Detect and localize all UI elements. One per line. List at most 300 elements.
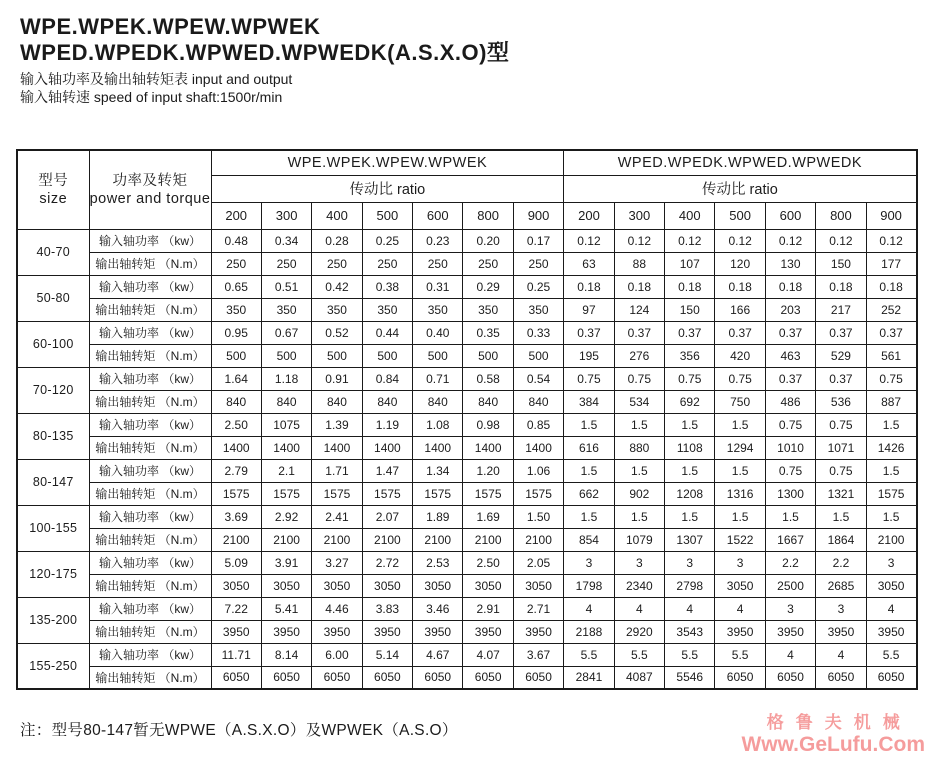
power-value-cell: 2.71	[513, 597, 563, 620]
power-value-cell: 1.5	[715, 505, 765, 528]
row-label-input-power: 输入轴功率 （kw）	[89, 367, 211, 390]
torque-value-cell: 840	[362, 390, 412, 413]
ratio-value-header: 400	[665, 202, 715, 229]
ratio-value-header: 500	[362, 202, 412, 229]
torque-value-cell: 124	[614, 298, 664, 321]
power-value-cell: 0.37	[765, 367, 815, 390]
torque-value-cell: 6050	[866, 666, 916, 689]
power-value-cell: 3.67	[513, 643, 563, 666]
torque-value-cell: 840	[513, 390, 563, 413]
torque-value-cell: 3950	[765, 620, 815, 643]
torque-value-cell: 840	[463, 390, 513, 413]
power-value-cell: 3.69	[211, 505, 261, 528]
torque-value-cell: 500	[362, 344, 412, 367]
torque-value-cell: 534	[614, 390, 664, 413]
torque-value-cell: 1575	[513, 482, 563, 505]
power-value-cell: 1.5	[665, 505, 715, 528]
torque-value-cell: 3950	[211, 620, 261, 643]
power-value-cell: 1.18	[261, 367, 311, 390]
torque-value-cell: 3950	[513, 620, 563, 643]
power-value-cell: 2.41	[312, 505, 362, 528]
power-value-cell: 0.12	[765, 229, 815, 252]
power-value-cell: 3.46	[413, 597, 463, 620]
watermark	[741, 714, 925, 756]
torque-value-cell: 529	[816, 344, 866, 367]
row-label-output-torque: 输出轴转矩 （N.m）	[89, 620, 211, 643]
torque-value-cell: 3050	[211, 574, 261, 597]
torque-value-cell: 120	[715, 252, 765, 275]
torque-value-cell: 2340	[614, 574, 664, 597]
power-value-cell: 0.52	[312, 321, 362, 344]
power-value-cell: 0.18	[715, 275, 765, 298]
power-value-cell: 3.91	[261, 551, 311, 574]
row-label-input-power: 输入轴功率 （kw）	[89, 321, 211, 344]
torque-value-cell: 2798	[665, 574, 715, 597]
power-value-cell: 1.69	[463, 505, 513, 528]
torque-value-cell: 384	[564, 390, 614, 413]
torque-value-cell: 1400	[362, 436, 412, 459]
power-value-cell: 0.37	[866, 321, 916, 344]
power-value-cell: 0.84	[362, 367, 412, 390]
torque-value-cell: 463	[765, 344, 815, 367]
size-cell: 120-175	[17, 551, 89, 597]
row-label-input-power: 输入轴功率 （kw）	[89, 459, 211, 482]
row-label-output-torque: 输出轴转矩 （N.m）	[89, 574, 211, 597]
table-row	[17, 229, 917, 252]
torque-value-cell: 6050	[513, 666, 563, 689]
power-value-cell: 5.5	[614, 643, 664, 666]
power-value-cell: 4	[715, 597, 765, 620]
watermark-url: Www.GeLufu.Com	[741, 732, 925, 756]
power-value-cell: 0.37	[614, 321, 664, 344]
ratio-value-header: 300	[261, 202, 311, 229]
torque-value-cell: 840	[413, 390, 463, 413]
power-value-cell: 2.50	[463, 551, 513, 574]
torque-value-cell: 3050	[261, 574, 311, 597]
power-value-cell: 0.23	[413, 229, 463, 252]
power-value-cell: 0.12	[866, 229, 916, 252]
torque-value-cell: 3950	[362, 620, 412, 643]
torque-value-cell: 6050	[261, 666, 311, 689]
torque-value-cell: 1300	[765, 482, 815, 505]
torque-value-cell: 276	[614, 344, 664, 367]
torque-value-cell: 662	[564, 482, 614, 505]
power-value-cell: 3	[564, 551, 614, 574]
table-row	[17, 436, 917, 459]
power-value-cell: 0.37	[816, 367, 866, 390]
power-value-cell: 0.75	[816, 413, 866, 436]
power-value-cell: 6.00	[312, 643, 362, 666]
torque-value-cell: 350	[312, 298, 362, 321]
torque-value-cell: 2100	[312, 528, 362, 551]
table-row	[17, 459, 917, 482]
watermark-company: 格鲁夫机械	[766, 713, 912, 733]
power-value-cell: 1.5	[866, 413, 916, 436]
row-label-output-torque: 输出轴转矩 （N.m）	[89, 344, 211, 367]
table-row	[17, 252, 917, 275]
power-value-cell: 7.22	[211, 597, 261, 620]
torque-value-cell: 902	[614, 482, 664, 505]
power-value-cell: 0.65	[211, 275, 261, 298]
power-value-cell: 0.12	[614, 229, 664, 252]
power-value-cell: 5.14	[362, 643, 412, 666]
power-value-cell: 3.27	[312, 551, 362, 574]
torque-value-cell: 750	[715, 390, 765, 413]
power-value-cell: 1.39	[312, 413, 362, 436]
torque-value-cell: 6050	[413, 666, 463, 689]
row-label-output-torque: 输出轴转矩 （N.m）	[89, 298, 211, 321]
row-label-output-torque: 输出轴转矩 （N.m）	[89, 666, 211, 689]
torque-value-cell: 2100	[362, 528, 412, 551]
power-value-cell: 3	[816, 597, 866, 620]
power-value-cell: 0.44	[362, 321, 412, 344]
torque-value-cell: 250	[413, 252, 463, 275]
power-value-cell: 0.37	[564, 321, 614, 344]
size-cell: 70-120	[17, 367, 89, 413]
torque-value-cell: 63	[564, 252, 614, 275]
torque-value-cell: 150	[816, 252, 866, 275]
torque-value-cell: 2685	[816, 574, 866, 597]
table-row	[17, 597, 917, 620]
torque-value-cell: 250	[312, 252, 362, 275]
size-cell: 50-80	[17, 275, 89, 321]
torque-value-cell: 1575	[413, 482, 463, 505]
ratio-value-header: 400	[312, 202, 362, 229]
power-value-cell: 0.34	[261, 229, 311, 252]
power-value-cell: 0.67	[261, 321, 311, 344]
power-value-cell: 11.71	[211, 643, 261, 666]
torque-value-cell: 3950	[715, 620, 765, 643]
torque-value-cell: 1208	[665, 482, 715, 505]
torque-value-cell: 97	[564, 298, 614, 321]
power-value-cell: 0.75	[765, 413, 815, 436]
torque-value-cell: 177	[866, 252, 916, 275]
torque-value-cell: 2100	[211, 528, 261, 551]
col-header-size-zh: 型号	[38, 172, 69, 189]
power-value-cell: 0.28	[312, 229, 362, 252]
torque-value-cell: 840	[312, 390, 362, 413]
power-value-cell: 0.75	[564, 367, 614, 390]
torque-value-cell: 1010	[765, 436, 815, 459]
row-label-input-power: 输入轴功率 （kw）	[89, 505, 211, 528]
torque-value-cell: 2100	[463, 528, 513, 551]
torque-value-cell: 195	[564, 344, 614, 367]
power-value-cell: 4.46	[312, 597, 362, 620]
torque-value-cell: 1294	[715, 436, 765, 459]
row-label-input-power: 输入轴功率 （kw）	[89, 275, 211, 298]
torque-value-cell: 2100	[261, 528, 311, 551]
table-row	[17, 666, 917, 689]
power-value-cell: 1.5	[866, 505, 916, 528]
subtitle-line2: 输入轴转速 speed of input shaft:1500r/min	[20, 89, 283, 105]
page-header	[20, 14, 509, 106]
power-value-cell: 1.5	[564, 459, 614, 482]
power-value-cell: 4	[765, 643, 815, 666]
torque-value-cell: 500	[211, 344, 261, 367]
row-label-output-torque: 输出轴转矩 （N.m）	[89, 528, 211, 551]
torque-value-cell: 217	[816, 298, 866, 321]
table-row	[17, 620, 917, 643]
torque-value-cell: 880	[614, 436, 664, 459]
torque-value-cell: 3050	[513, 574, 563, 597]
torque-value-cell: 1400	[513, 436, 563, 459]
torque-value-cell: 1667	[765, 528, 815, 551]
power-value-cell: 0.91	[312, 367, 362, 390]
torque-value-cell: 2100	[513, 528, 563, 551]
power-value-cell: 0.71	[413, 367, 463, 390]
torque-value-cell: 1316	[715, 482, 765, 505]
power-value-cell: 0.33	[513, 321, 563, 344]
torque-value-cell: 840	[261, 390, 311, 413]
power-value-cell: 2.53	[413, 551, 463, 574]
power-value-cell: 1.08	[413, 413, 463, 436]
ratio-value-header: 200	[211, 202, 261, 229]
col-header-power-torque	[89, 150, 211, 229]
torque-value-cell: 3950	[413, 620, 463, 643]
power-value-cell: 2.1	[261, 459, 311, 482]
table-row	[17, 505, 917, 528]
col-header-size	[17, 150, 89, 229]
size-cell: 40-70	[17, 229, 89, 275]
torque-value-cell: 350	[261, 298, 311, 321]
power-value-cell: 0.12	[665, 229, 715, 252]
torque-value-cell: 6050	[362, 666, 412, 689]
power-value-cell: 0.29	[463, 275, 513, 298]
torque-value-cell: 356	[665, 344, 715, 367]
torque-value-cell: 3950	[866, 620, 916, 643]
power-value-cell: 1.5	[866, 459, 916, 482]
torque-value-cell: 1426	[866, 436, 916, 459]
torque-value-cell: 2188	[564, 620, 614, 643]
power-value-cell: 1.34	[413, 459, 463, 482]
power-value-cell: 1.20	[463, 459, 513, 482]
power-value-cell: 1.71	[312, 459, 362, 482]
ratio-value-header: 600	[765, 202, 815, 229]
torque-value-cell: 500	[413, 344, 463, 367]
ratio-value-header: 800	[463, 202, 513, 229]
power-value-cell: 2.91	[463, 597, 513, 620]
table-row	[17, 528, 917, 551]
torque-value-cell: 1575	[312, 482, 362, 505]
torque-value-cell: 2841	[564, 666, 614, 689]
power-value-cell: 5.5	[715, 643, 765, 666]
power-value-cell: 0.25	[362, 229, 412, 252]
power-value-cell: 3	[765, 597, 815, 620]
row-label-input-power: 输入轴功率 （kw）	[89, 229, 211, 252]
power-value-cell: 0.12	[564, 229, 614, 252]
torque-value-cell: 6050	[715, 666, 765, 689]
power-value-cell: 0.40	[413, 321, 463, 344]
power-value-cell: 1.89	[413, 505, 463, 528]
power-value-cell: 0.12	[816, 229, 866, 252]
torque-value-cell: 6050	[211, 666, 261, 689]
power-value-cell: 0.75	[866, 367, 916, 390]
torque-value-cell: 500	[312, 344, 362, 367]
torque-value-cell: 500	[513, 344, 563, 367]
power-value-cell: 0.37	[715, 321, 765, 344]
torque-value-cell: 1575	[211, 482, 261, 505]
size-cell: 60-100	[17, 321, 89, 367]
size-cell: 155-250	[17, 643, 89, 689]
power-value-cell: 3	[665, 551, 715, 574]
torque-value-cell: 1400	[463, 436, 513, 459]
power-value-cell: 0.18	[866, 275, 916, 298]
power-value-cell: 2.2	[816, 551, 866, 574]
power-value-cell: 4	[665, 597, 715, 620]
power-value-cell: 3	[715, 551, 765, 574]
row-label-output-torque: 输出轴转矩 （N.m）	[89, 390, 211, 413]
ratio-label-wpe: 传动比 ratio	[211, 175, 564, 202]
spec-table	[16, 149, 918, 690]
torque-value-cell: 1522	[715, 528, 765, 551]
power-value-cell: 1.5	[715, 413, 765, 436]
power-value-cell: 0.85	[513, 413, 563, 436]
power-value-cell: 0.95	[211, 321, 261, 344]
power-value-cell: 5.41	[261, 597, 311, 620]
power-value-cell: 0.75	[715, 367, 765, 390]
torque-value-cell: 350	[513, 298, 563, 321]
torque-value-cell: 350	[211, 298, 261, 321]
size-cell: 80-147	[17, 459, 89, 505]
power-value-cell: 4	[614, 597, 664, 620]
col-header-power-zh: 功率及转矩	[112, 172, 188, 189]
torque-value-cell: 6050	[765, 666, 815, 689]
torque-value-cell: 6050	[463, 666, 513, 689]
torque-value-cell: 2100	[413, 528, 463, 551]
torque-value-cell: 2100	[866, 528, 916, 551]
power-value-cell: 0.31	[413, 275, 463, 298]
row-label-output-torque: 输出轴转矩 （N.m）	[89, 252, 211, 275]
table-row	[17, 574, 917, 597]
power-value-cell: 1.5	[665, 413, 715, 436]
torque-value-cell: 840	[211, 390, 261, 413]
torque-value-cell: 3950	[261, 620, 311, 643]
power-value-cell: 1.19	[362, 413, 412, 436]
torque-value-cell: 88	[614, 252, 664, 275]
torque-value-cell: 3050	[463, 574, 513, 597]
table-row	[17, 643, 917, 666]
torque-value-cell: 166	[715, 298, 765, 321]
torque-value-cell: 107	[665, 252, 715, 275]
power-value-cell: 0.48	[211, 229, 261, 252]
torque-value-cell: 4087	[614, 666, 664, 689]
power-value-cell: 0.25	[513, 275, 563, 298]
table-row	[17, 482, 917, 505]
power-value-cell: 4.67	[413, 643, 463, 666]
power-value-cell: 0.98	[463, 413, 513, 436]
ratio-label-wped: 传动比 ratio	[564, 175, 917, 202]
power-value-cell: 2.50	[211, 413, 261, 436]
torque-value-cell: 250	[463, 252, 513, 275]
power-value-cell: 4	[816, 643, 866, 666]
torque-value-cell: 5546	[665, 666, 715, 689]
torque-value-cell: 1400	[211, 436, 261, 459]
torque-value-cell: 3050	[866, 574, 916, 597]
torque-value-cell: 1108	[665, 436, 715, 459]
torque-value-cell: 3050	[362, 574, 412, 597]
torque-value-cell: 500	[261, 344, 311, 367]
torque-value-cell: 500	[463, 344, 513, 367]
torque-value-cell: 1321	[816, 482, 866, 505]
ratio-value-header: 600	[413, 202, 463, 229]
row-label-input-power: 输入轴功率 （kw）	[89, 551, 211, 574]
power-value-cell: 0.18	[564, 275, 614, 298]
torque-value-cell: 250	[513, 252, 563, 275]
power-value-cell: 0.37	[665, 321, 715, 344]
power-value-cell: 0.18	[614, 275, 664, 298]
torque-value-cell: 3950	[312, 620, 362, 643]
ratio-value-header: 900	[513, 202, 563, 229]
power-value-cell: 4	[866, 597, 916, 620]
table-row	[17, 298, 917, 321]
ratio-value-header: 500	[715, 202, 765, 229]
page-title-line2: WPED.WPEDK.WPWED.WPWEDK(A.S.X.O)型	[20, 40, 510, 65]
torque-value-cell: 536	[816, 390, 866, 413]
torque-value-cell: 250	[211, 252, 261, 275]
row-label-input-power: 输入轴功率 （kw）	[89, 597, 211, 620]
power-value-cell: 3.83	[362, 597, 412, 620]
torque-value-cell: 1575	[463, 482, 513, 505]
torque-value-cell: 692	[665, 390, 715, 413]
power-value-cell: 5.5	[564, 643, 614, 666]
row-label-input-power: 输入轴功率 （kw）	[89, 643, 211, 666]
torque-value-cell: 1071	[816, 436, 866, 459]
torque-value-cell: 1575	[362, 482, 412, 505]
power-value-cell: 2.79	[211, 459, 261, 482]
power-value-cell: 1.50	[513, 505, 563, 528]
torque-value-cell: 130	[765, 252, 815, 275]
power-value-cell: 0.42	[312, 275, 362, 298]
power-value-cell: 4.07	[463, 643, 513, 666]
power-value-cell: 0.12	[715, 229, 765, 252]
torque-value-cell: 350	[463, 298, 513, 321]
ratio-value-header: 300	[614, 202, 664, 229]
power-value-cell: 8.14	[261, 643, 311, 666]
torque-value-cell: 616	[564, 436, 614, 459]
torque-value-cell: 3950	[463, 620, 513, 643]
torque-value-cell: 203	[765, 298, 815, 321]
power-value-cell: 0.75	[665, 367, 715, 390]
power-value-cell: 1.5	[614, 459, 664, 482]
group-header-wpe: WPE.WPEK.WPEW.WPWEK	[211, 150, 564, 175]
size-cell: 80-135	[17, 413, 89, 459]
col-header-power-en: power and torque	[89, 190, 211, 207]
power-value-cell: 0.75	[614, 367, 664, 390]
table-row	[17, 275, 917, 298]
ratio-value-header: 900	[866, 202, 916, 229]
ratio-value-header: 200	[564, 202, 614, 229]
power-value-cell: 0.38	[362, 275, 412, 298]
torque-value-cell: 420	[715, 344, 765, 367]
power-value-cell: 0.18	[765, 275, 815, 298]
table-row	[17, 390, 917, 413]
power-value-cell: 0.18	[816, 275, 866, 298]
power-value-cell: 3	[614, 551, 664, 574]
row-label-output-torque: 输出轴转矩 （N.m）	[89, 482, 211, 505]
torque-value-cell: 3050	[715, 574, 765, 597]
power-value-cell: 1.64	[211, 367, 261, 390]
power-value-cell: 1.5	[816, 505, 866, 528]
ratio-value-header: 800	[816, 202, 866, 229]
table-row	[17, 321, 917, 344]
table-row	[17, 367, 917, 390]
power-value-cell: 0.51	[261, 275, 311, 298]
torque-value-cell: 561	[866, 344, 916, 367]
power-value-cell: 2.72	[362, 551, 412, 574]
torque-value-cell: 6050	[312, 666, 362, 689]
torque-value-cell: 2500	[765, 574, 815, 597]
size-cell: 100-155	[17, 505, 89, 551]
